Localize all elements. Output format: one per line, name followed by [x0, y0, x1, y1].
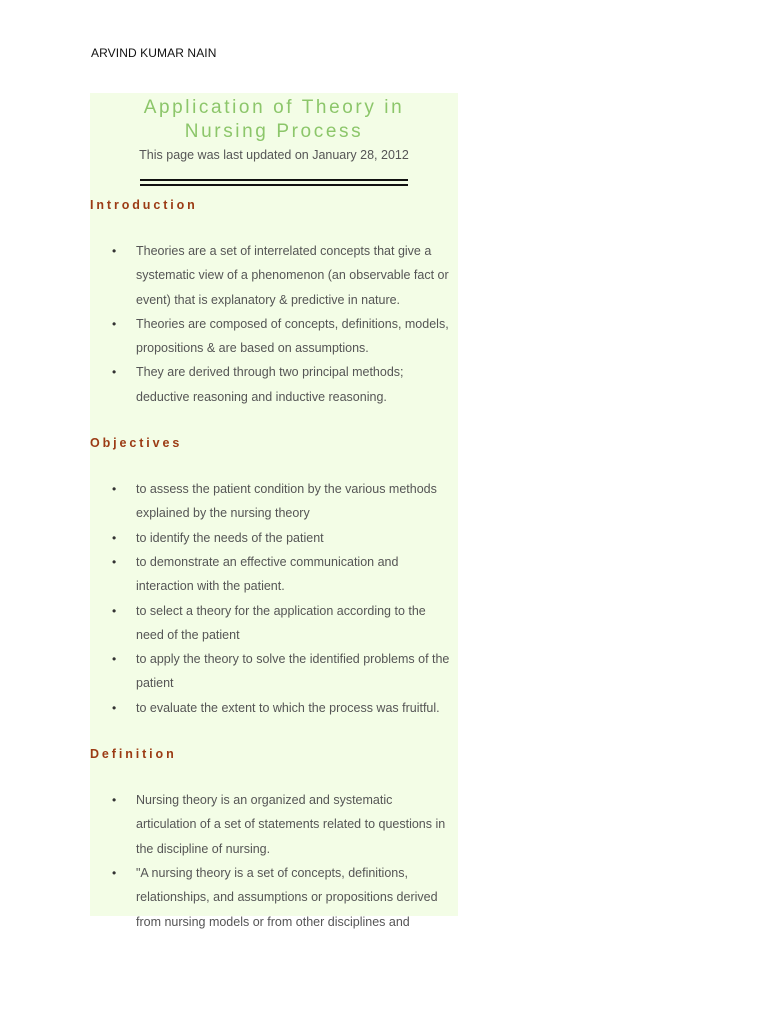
bullet-icon: • [112, 652, 117, 667]
list-item [90, 599, 458, 648]
bullet-icon: • [112, 482, 117, 497]
list-item-text: to apply the theory to solve the identified problems of the patient [136, 652, 450, 691]
list-item-text: Theories are composed of concepts, definitions, models, propositions & are based on assumptions. [136, 316, 449, 356]
list-item [90, 788, 458, 861]
definition-heading: Definition [90, 747, 177, 762]
author-name: ARVIND KUMAR NAIN [91, 46, 217, 60]
bullet-icon: • [112, 700, 117, 715]
objectives-heading: Objectives [90, 436, 183, 451]
definition-list [90, 788, 458, 934]
list-item-text: to assess the patient condition by the various methods explained by the nursing theory [136, 482, 437, 521]
list-item-text: to identify the needs of the patient [136, 530, 324, 545]
last-updated-text: This page was last updated on January 28, 2012 [139, 148, 409, 162]
bullet-icon: • [112, 244, 117, 258]
list-item-text: to select a theory for the application according to the need of the patient [136, 603, 426, 642]
list-item [90, 550, 458, 599]
content-panel [90, 93, 458, 929]
introduction-list [90, 239, 458, 409]
list-item-text: Nursing theory is an organized and systematic articulation of a set of statements related to questions in the discipline of nursing. [136, 793, 446, 856]
list-item [90, 696, 458, 720]
page-title-line-2: Nursing Process [184, 121, 364, 142]
bullet-icon: • [112, 316, 117, 331]
introduction-heading: Introduction [90, 198, 198, 212]
list-item-text: "A nursing theory is a set of concepts, definitions, relationships, and assumptions or propositions derived from nursing models or from other disciplines and [136, 865, 438, 929]
list-item-text: to demonstrate an effective communication and interaction with the patient. [136, 554, 399, 594]
page-title-line-1: Application of Theory in [143, 97, 405, 118]
bullet-icon: • [112, 554, 117, 569]
bullet-icon: • [112, 865, 117, 880]
bullet-icon: • [112, 603, 117, 618]
double-divider [140, 179, 408, 186]
list-item-text: to evaluate the extent to which the process was fruitful. [136, 700, 440, 715]
list-item [90, 861, 458, 934]
list-item [90, 647, 458, 696]
bullet-icon: • [112, 793, 117, 808]
list-item [90, 239, 458, 312]
bullet-icon: • [112, 365, 117, 380]
page-title [90, 96, 458, 144]
list-item [90, 360, 458, 409]
list-item [90, 312, 458, 361]
list-item [90, 477, 458, 526]
list-item-text: Theories are a set of interrelated concepts that give a systematic view of a phenomenon (an observable fact or event) that is explanatory & predictive in nature. [136, 244, 449, 307]
objectives-list [90, 477, 458, 720]
bullet-icon: • [112, 530, 117, 545]
list-item [90, 526, 458, 550]
list-item-text: They are derived through two principal methods; deductive reasoning and inductive reasoning. [136, 365, 404, 404]
